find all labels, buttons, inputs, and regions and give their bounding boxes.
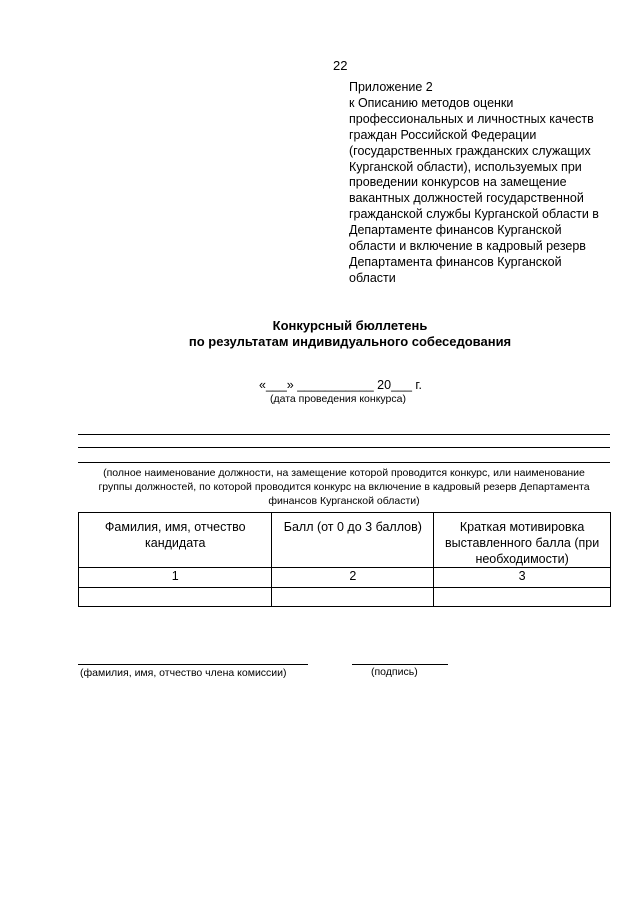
appendix-line: Департаменте финансов Курганской [349, 223, 562, 238]
signature-caption: (подпись) [371, 666, 418, 678]
table-row [79, 588, 611, 607]
table-cell [272, 588, 434, 607]
appendix-line: области и включение в кадровый резерв [349, 239, 586, 254]
date-caption: (дата проведения конкурса) [270, 393, 406, 405]
table-header-row [79, 513, 611, 568]
position-fill-line [78, 434, 610, 435]
ballot-table [78, 512, 611, 607]
position-caption-line: (полное наименование должности, на замещение которой проводится конкурс, или наименование [103, 467, 585, 479]
date-field: «___» ___________ 20___ г. [259, 378, 422, 392]
position-fill-line [78, 447, 610, 448]
name-signature-caption: (фамилия, имя, отчество члена комиссии) [80, 667, 287, 679]
appendix-line: профессиональных и личностных качеств [349, 111, 594, 126]
appendix-line: Приложение 2 [349, 80, 433, 94]
name-signature-line [78, 664, 308, 665]
table-cell [434, 588, 611, 607]
title-line-2: по результатам индивидуального собеседования [188, 334, 512, 349]
position-caption-line: финансов Курганской области) [268, 495, 420, 507]
title-line-1: Конкурсный бюллетень [272, 318, 428, 333]
column-number: 3 [434, 568, 611, 588]
column-number: 1 [79, 568, 272, 588]
header-score: Балл (от 0 до 3 баллов) [272, 513, 434, 568]
header-motivation: Краткая мотивировка выставленного балла (при необходимости) [434, 513, 611, 568]
appendix-line: к Описанию методов оценки [349, 95, 514, 110]
appendix-line: Курганской области), используемых при [349, 159, 582, 174]
column-number: 2 [272, 568, 434, 588]
page-number: 22 [333, 58, 348, 73]
header-candidate-name: Фамилия, имя, отчество кандидата [79, 513, 272, 568]
appendix-line: области [349, 270, 396, 285]
appendix-line: проведении конкурсов на замещение [349, 175, 567, 190]
signature-line [352, 664, 448, 665]
position-caption-line: группы должностей, по которой проводится конкурс на включение в кадровый резерв Департамента [98, 481, 590, 493]
document-title [60, 318, 640, 350]
position-fill-line [78, 462, 610, 463]
table-number-row [79, 568, 611, 588]
appendix-line: гражданской службы Курганской области в [349, 207, 599, 222]
appendix-line: вакантных должностей государственной [349, 191, 584, 206]
appendix-line: (государственных гражданских служащих [349, 143, 591, 158]
appendix-line: граждан Российской Федерации [349, 127, 537, 142]
appendix-note [349, 80, 619, 287]
appendix-line: Департамента финансов Курганской [349, 254, 562, 269]
table-cell [79, 588, 272, 607]
position-caption [82, 466, 606, 508]
